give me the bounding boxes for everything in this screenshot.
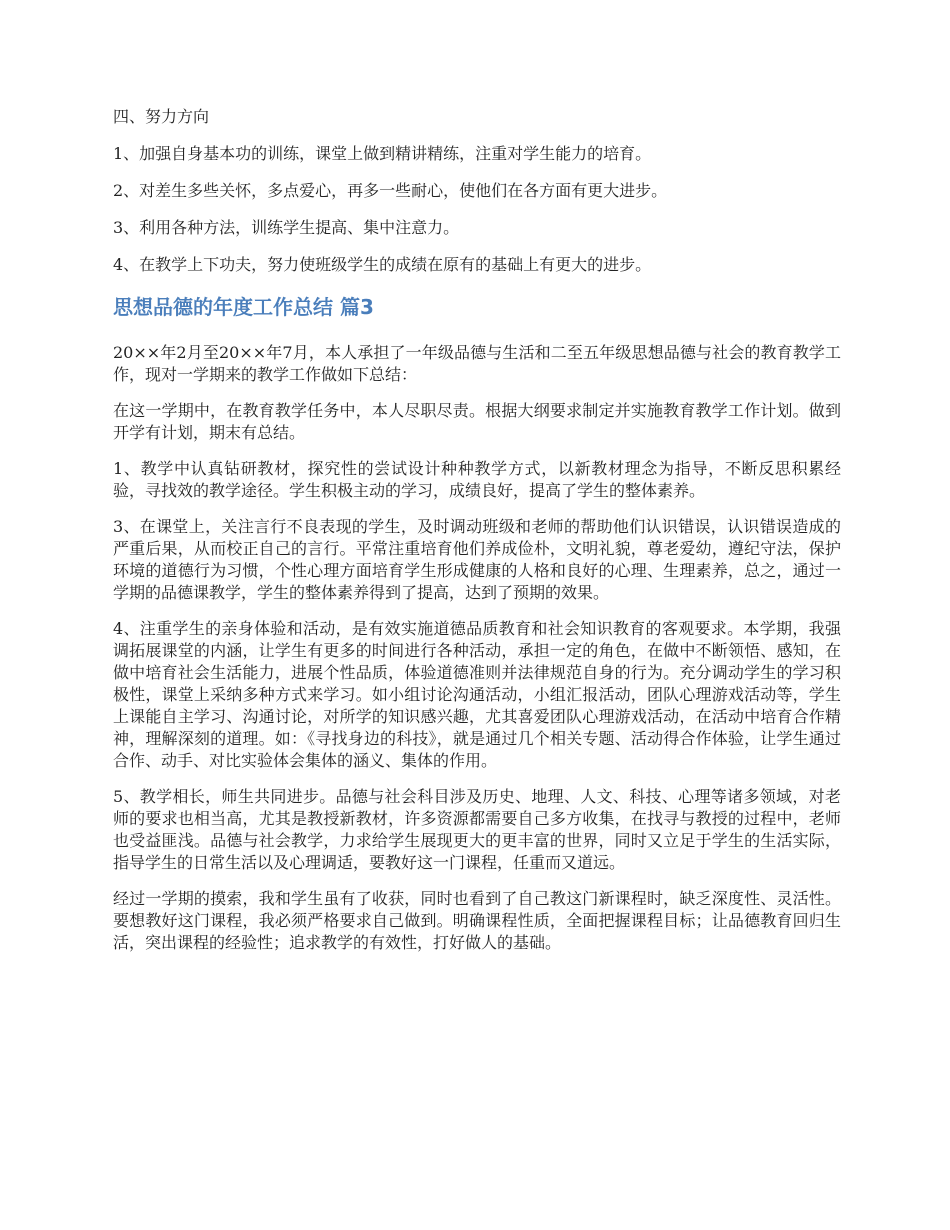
document-page: [113, 106, 841, 968]
paragraph: 在这一学期中，在教育教学任务中，本人尽职尽责。根据大纲要求制定并实施教育教学工作计划。做到开学有计划，期末有总结。: [113, 401, 841, 442]
paragraph: 4、注重学生的亲身体验和活动，是有效实施道德品质教育和社会知识教育的客观要求。本学期，我强调拓展课堂的内涵，让学生有更多的时间进行各种活动，承担一定的角色，在做中不断领悟、感知，在做中培育社会生活能力，进展个性品质，体验道德准则并法律规范自身的行为。充分调动学生的学习积极性，课堂上采纳多种方式来学习。如小组讨论沟通活动，小组汇报活动，团队心理游戏活动等，学生上课能自主学习、沟通讨论，对所学的知识感兴趣，尤其喜爱团队心理游戏活动，在活动中培育合作精神，理解深刻的道理。如：《寻找身边的科技》，就是通过几个相关专题、活动得合作体验，让学生通过合作、动手、对比实验体会集体的涵义、集体的作用。: [113, 619, 841, 770]
list-item: 3、利用各种方法，训练学生提高、集中注意力。: [113, 218, 460, 237]
list-item: 2、对差生多些关怀，多点爱心，再多一些耐心，使他们在各方面有更大进步。: [113, 181, 668, 200]
list-item: 1、加强自身基本功的训练，课堂上做到精讲精练，注重对学生能力的培育。: [113, 144, 652, 163]
paragraph: 20××年2月至20××年7月，本人承担了一年级品德与生活和二至五年级思想品德与社会的教育教学工作，现对一学期来的教学工作做如下总结：: [113, 343, 841, 384]
paragraph: 经过一学期的摸索，我和学生虽有了收获，同时也看到了自己教这门新课程时，缺乏深度性、灵活性。要想教好这门课程，我必须严格要求自己做到。明确课程性质，全面把握课程目标；让品德教育回归生活，突出课程的经验性；追求教学的有效性，打好做人的基础。: [113, 889, 841, 952]
paragraph: 5、教学相长，师生共同进步。品德与社会科目涉及历史、地理、人文、科技、心理等诸多领域，对老师的要求也相当高，尤其是教授新教材，许多资源都需要自己多方收集，在找寻与教授的过程中，老师也受益匪浅。品德与社会教学，力求给学生展现更大的更丰富的世界，同时又立足于学生的生活实际，指导学生的日常生活以及心理调适，要教好这一门课程，任重而又道远。: [113, 787, 841, 872]
paragraph: 1、教学中认真钻研教材，探究性的尝试设计种种教学方式，以新教材理念为指导，不断反思积累经验，寻找效的教学途径。学生积极主动的学习，成绩良好，提高了学生的整体素养。: [113, 459, 841, 500]
paragraph: 3、在课堂上，关注言行不良表现的学生，及时调动班级和老师的帮助他们认识错误，认识错误造成的严重后果，从而校正自己的言行。平常注重培育他们养成俭朴，文明礼貌，尊老爱幼，遵纪守法，保护环境的道德行为习惯，个性心理方面培育学生形成健康的人格和良好的心理、生理素养，总之，通过一学期的品德课教学，学生的整体素养得到了提高，达到了预期的效果。: [113, 517, 841, 602]
section-title: 思想品德的年度工作总结 篇3: [113, 295, 374, 319]
list-item: 4、在教学上下功夫，努力使班级学生的成绩在原有的基础上有更大的进步。: [113, 255, 652, 274]
section-heading-four: 四、努力方向: [113, 107, 210, 126]
